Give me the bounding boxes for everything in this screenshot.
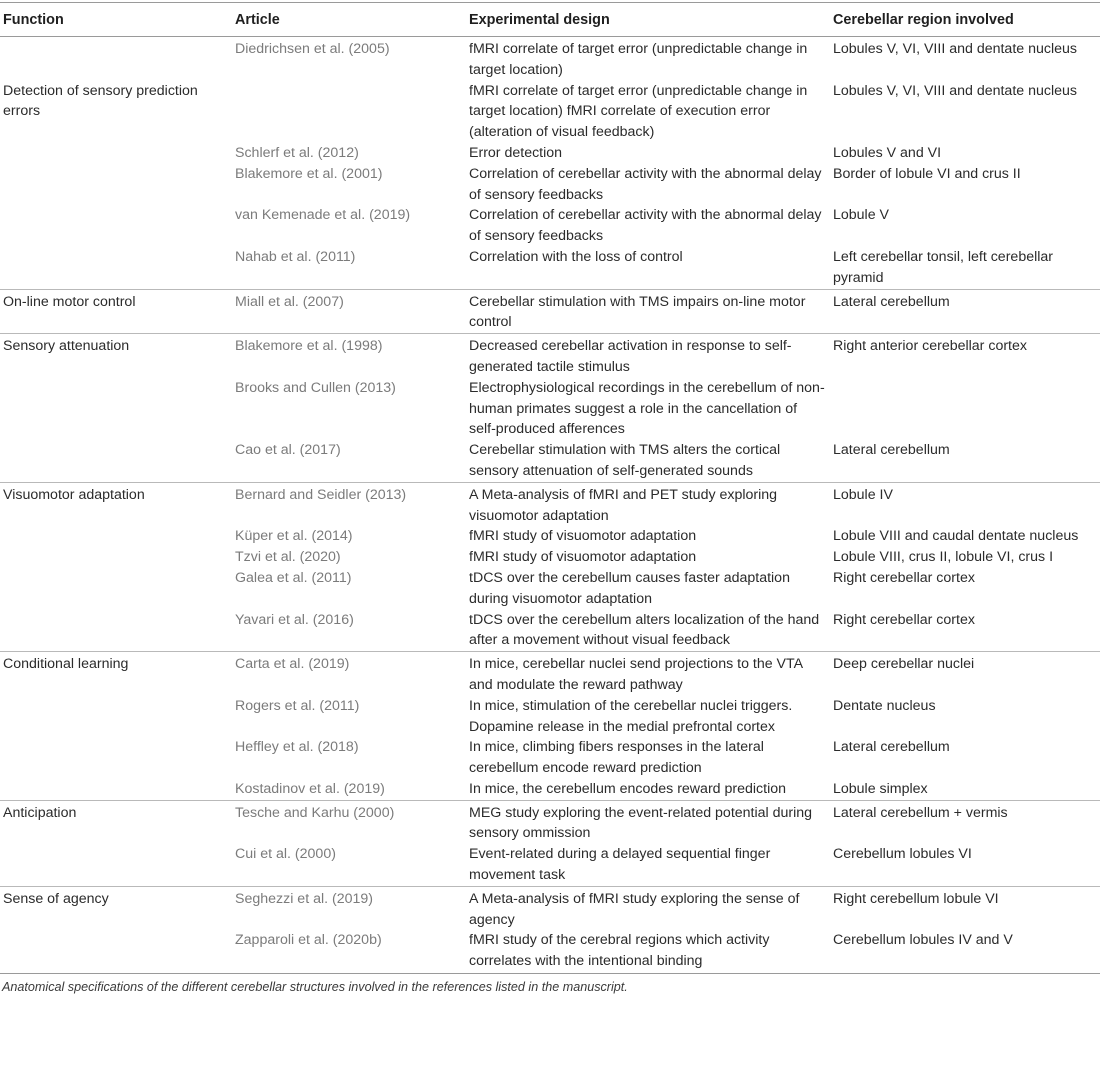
design-cell: Event-related during a delayed sequential finger movement task <box>469 846 771 884</box>
article-cell: Yavari et al. (2016) <box>235 611 354 628</box>
table-row <box>0 440 1100 482</box>
table-row <box>0 844 1100 886</box>
table-row <box>0 37 1100 81</box>
design-cell: A Meta-analysis of fMRI and PET study exploring visuomotor adaptation <box>466 482 830 526</box>
region-cell: Lobules V and VI <box>833 144 942 161</box>
design-cell: fMRI study of visuomotor adaptation <box>469 528 697 545</box>
design-cell: In mice, the cerebellum encodes reward prediction <box>469 780 787 797</box>
region-cell: Cerebellum lobules IV and V <box>833 932 1013 949</box>
function-cell <box>0 779 232 800</box>
table-row <box>0 930 1100 973</box>
table-row <box>0 143 1100 164</box>
design-cell: In mice, climbing fibers responses in the lateral cerebellum encode reward prediction <box>469 739 764 777</box>
article-cell: Bernard and Seidler (2013) <box>232 482 466 526</box>
function-cell: Detection of sensory prediction errors <box>3 82 198 120</box>
design-cell: fMRI study of visuomotor adaptation <box>469 549 697 566</box>
article-cell: Galea et al. (2011) <box>235 569 352 586</box>
region-cell: Right cerebellar cortex <box>833 611 975 628</box>
table-row <box>0 164 1100 206</box>
function-cell <box>0 247 232 289</box>
article-cell: Blakemore et al. (1998) <box>232 334 466 378</box>
design-cell: Cerebellar stimulation with TMS alters the cortical sensory attenuation of self-generated sounds <box>469 442 781 479</box>
design-cell: A Meta-analysis of fMRI study exploring the sense of agency <box>466 886 830 930</box>
region-cell: Lateral cerebellum <box>833 739 950 756</box>
article-cell: Blakemore et al. (2001) <box>235 165 383 182</box>
table-row <box>0 886 1100 930</box>
region-cell: Lateral cerebellum + vermis <box>830 800 1100 844</box>
article-cell <box>232 81 466 143</box>
table-row <box>0 737 1100 779</box>
function-cell <box>0 844 232 886</box>
article-cell: Tzvi et al. (2020) <box>235 549 341 566</box>
article-cell: Cui et al. (2000) <box>235 846 336 863</box>
design-cell: Correlation with the loss of control <box>469 248 683 265</box>
function-cell <box>0 930 232 973</box>
table-row <box>0 800 1100 844</box>
article-cell: Schlerf et al. (2012) <box>235 144 359 161</box>
table-row <box>0 652 1100 696</box>
article-cell: van Kemenade et al. (2019) <box>235 207 411 224</box>
region-cell: Lobule VIII, crus II, lobule VI, crus I <box>833 549 1054 566</box>
region-cell: Dentate nucleus <box>833 697 936 714</box>
function-cell <box>0 440 232 482</box>
header-function: Function <box>0 3 232 37</box>
design-cell: fMRI correlate of target error (unpredictable change in target location) fMRI correlate of execution error (alteration of visual feedback) <box>469 82 808 141</box>
table-row <box>0 247 1100 289</box>
function-cell <box>0 568 232 610</box>
design-cell: In mice, stimulation of the cerebellar nuclei triggers. Dopamine release in the medial prefrontal cortex <box>469 697 793 735</box>
region-cell: Left cerebellar tonsil, left cerebellar pyramid <box>833 248 1054 286</box>
function-cell <box>0 164 232 206</box>
table-body <box>0 37 1100 974</box>
region-cell: Lobules V, VI, VIII and dentate nucleus <box>833 82 1077 99</box>
design-cell: Decreased cerebellar activation in response to self-generated tactile stimulus <box>466 334 830 378</box>
region-cell: Lateral cerebellum <box>830 289 1100 334</box>
design-cell: tDCS over the cerebellum causes faster adaptation during visuomotor adaptation <box>469 569 790 607</box>
design-cell: tDCS over the cerebellum alters localization of the hand after a movement without visual feedback <box>469 611 820 649</box>
function-cell <box>0 205 232 247</box>
region-cell: Deep cerebellar nuclei <box>830 652 1100 696</box>
function-cell <box>0 143 232 164</box>
function-cell <box>0 37 232 81</box>
header-row <box>0 3 1100 37</box>
table-row <box>0 779 1100 800</box>
header-cerebellar-region: Cerebellar region involved <box>830 3 1100 37</box>
region-cell: Lobules V, VI, VIII and dentate nucleus <box>830 37 1100 81</box>
region-cell: Lobule simplex <box>833 780 928 797</box>
table-row <box>0 378 1100 440</box>
article-cell: Diedrichsen et al. (2005) <box>232 37 466 81</box>
article-cell: Küper et al. (2014) <box>235 528 353 545</box>
function-cell <box>0 737 232 779</box>
function-cell: Visuomotor adaptation <box>0 482 232 526</box>
article-cell: Zapparoli et al. (2020b) <box>235 932 382 949</box>
function-cell <box>0 547 232 568</box>
table-row <box>0 696 1100 738</box>
table-row <box>0 81 1100 143</box>
article-cell: Rogers et al. (2011) <box>235 697 360 714</box>
article-cell: Kostadinov et al. (2019) <box>235 780 385 797</box>
region-cell: Lobule VIII and caudal dentate nucleus <box>833 528 1079 545</box>
function-cell <box>0 696 232 738</box>
region-cell: Lateral cerebellum <box>833 442 950 459</box>
function-cell: Sense of agency <box>0 886 232 930</box>
table-row <box>0 610 1100 652</box>
region-cell: Cerebellum lobules VI <box>833 846 972 863</box>
function-cell: Conditional learning <box>0 652 232 696</box>
article-cell: Carta et al. (2019) <box>232 652 466 696</box>
table-header <box>0 3 1100 37</box>
design-cell: Correlation of cerebellar activity with the abnormal delay of sensory feedbacks <box>469 165 822 203</box>
design-cell: fMRI correlate of target error (unpredictable change in target location) <box>466 37 830 81</box>
article-cell: Tesche and Karhu (2000) <box>232 800 466 844</box>
header-experimental-design: Experimental design <box>466 3 830 37</box>
table-row <box>0 289 1100 334</box>
article-cell: Nahab et al. (2011) <box>235 248 356 265</box>
cerebellar-function-table <box>0 2 1100 973</box>
function-cell: Sensory attenuation <box>0 334 232 378</box>
table-row <box>0 482 1100 526</box>
table-row <box>0 526 1100 547</box>
function-cell: On-line motor control <box>0 289 232 334</box>
region-cell: Lobule V <box>833 207 890 224</box>
design-cell: Electrophysiological recordings in the cerebellum of non-human primates suggest a role in the cancellation of self-produced afferences <box>469 379 825 438</box>
function-cell <box>0 378 232 440</box>
design-cell: Error detection <box>469 144 563 161</box>
region-cell <box>830 378 1100 440</box>
article-cell: Brooks and Cullen (2013) <box>235 379 396 396</box>
article-cell: Miall et al. (2007) <box>232 289 466 334</box>
article-cell: Cao et al. (2017) <box>235 442 341 459</box>
region-cell: Lobule IV <box>830 482 1100 526</box>
article-cell: Heffley et al. (2018) <box>235 739 359 756</box>
region-cell: Right cerebellum lobule VI <box>830 886 1100 930</box>
region-cell: Border of lobule VI and crus II <box>833 165 1021 182</box>
header-article: Article <box>232 3 466 37</box>
design-cell: fMRI study of the cerebral regions which activity correlates with the intentional binding <box>469 932 770 970</box>
design-cell: Correlation of cerebellar activity with the abnormal delay of sensory feedbacks <box>469 207 822 245</box>
function-cell <box>0 610 232 652</box>
function-cell: Anticipation <box>0 800 232 844</box>
table-row <box>0 334 1100 378</box>
design-cell: In mice, cerebellar nuclei send projections to the VTA and modulate the reward pathway <box>466 652 830 696</box>
function-cell <box>0 526 232 547</box>
table-caption: Anatomical specifications of the different cerebellar structures involved in the references listed in the manuscript. <box>2 980 628 995</box>
table-row <box>0 205 1100 247</box>
table-row <box>0 547 1100 568</box>
design-cell: MEG study exploring the event-related potential during sensory ommission <box>466 800 830 844</box>
region-cell: Right cerebellar cortex <box>833 569 975 586</box>
article-cell: Seghezzi et al. (2019) <box>232 886 466 930</box>
table-row <box>0 568 1100 610</box>
region-cell: Right anterior cerebellar cortex <box>830 334 1100 378</box>
design-cell: Cerebellar stimulation with TMS impairs on-line motor control <box>466 289 830 334</box>
